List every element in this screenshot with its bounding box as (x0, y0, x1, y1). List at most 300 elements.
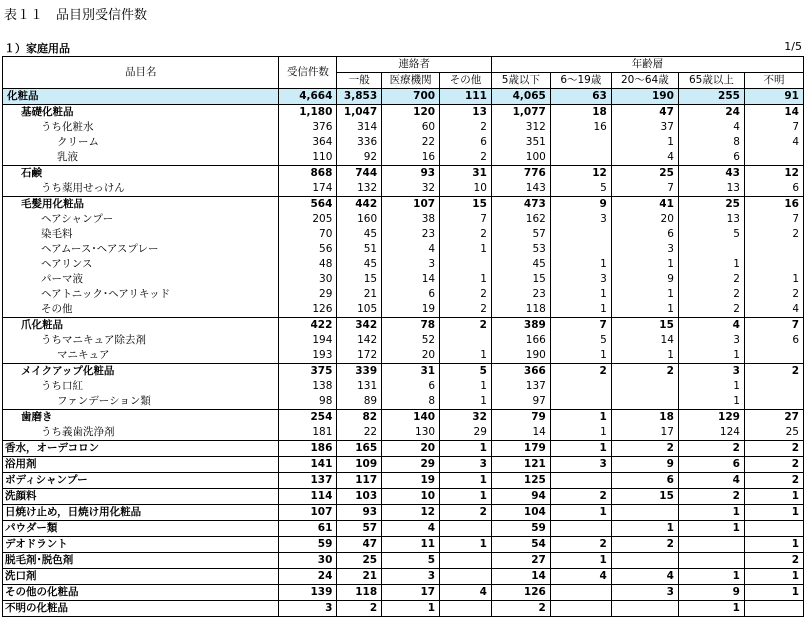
row-value-cell: 130 (382, 425, 440, 441)
row-value-cell: 389 (491, 318, 550, 334)
section-subtitle: １）家庭用品 (4, 42, 70, 55)
row-value-cell: 9 (611, 272, 678, 287)
table-row (3, 120, 804, 135)
row-item-name: ヘアリンス (3, 257, 279, 272)
row-value-cell: 118 (337, 585, 382, 601)
header-contact-general: 一般 (337, 73, 382, 89)
row-value-cell (550, 135, 611, 150)
row-value-cell: 205 (279, 212, 337, 227)
row-value-cell: 52 (382, 333, 440, 348)
row-item-name: 毛髪用化粧品 (3, 197, 279, 213)
row-value-cell: 4 (440, 585, 492, 601)
row-value-cell: 27 (744, 410, 803, 426)
row-value-cell: 93 (382, 166, 440, 182)
row-value-cell: 140 (382, 410, 440, 426)
row-value-cell: 29 (440, 425, 492, 441)
row-value-cell (550, 473, 611, 489)
row-value-cell (550, 601, 611, 617)
row-value-cell: 19 (382, 473, 440, 489)
row-value-cell: 4,065 (491, 89, 550, 105)
row-value-cell: 1 (678, 569, 744, 585)
table-row (3, 348, 804, 364)
row-value-cell (744, 150, 803, 166)
row-value-cell: 868 (279, 166, 337, 182)
row-value-cell: 3 (550, 272, 611, 287)
row-value-cell: 91 (744, 89, 803, 105)
row-item-name: パーマ液 (3, 272, 279, 287)
row-value-cell: 2 (440, 150, 492, 166)
row-value-cell: 166 (491, 333, 550, 348)
table-row (3, 197, 804, 213)
row-value-cell: 51 (337, 242, 382, 257)
row-value-cell: 3,853 (337, 89, 382, 105)
row-value-cell: 6 (678, 457, 744, 473)
row-value-cell: 254 (279, 410, 337, 426)
row-value-cell: 17 (382, 585, 440, 601)
row-value-cell: 45 (337, 257, 382, 272)
row-item-name: 化粧品 (3, 89, 279, 105)
header-item: 品目名 (3, 57, 279, 89)
row-value-cell: 9 (550, 197, 611, 213)
row-value-cell: 3 (279, 601, 337, 617)
header-age-65plus: 65歳以上 (678, 73, 744, 89)
row-value-cell: 14 (611, 333, 678, 348)
header-age-6-19: 6～19歳 (550, 73, 611, 89)
row-value-cell: 1 (550, 553, 611, 569)
table-row (3, 181, 804, 197)
row-value-cell: 141 (279, 457, 337, 473)
row-item-name: メイクアップ化粧品 (3, 364, 279, 380)
row-value-cell: 14 (382, 272, 440, 287)
row-value-cell: 5 (678, 227, 744, 242)
row-value-cell: 47 (337, 537, 382, 553)
row-value-cell: 1 (550, 287, 611, 302)
row-value-cell: 179 (491, 441, 550, 457)
header-total: 受信件数 (279, 57, 337, 89)
row-value-cell: 442 (337, 197, 382, 213)
row-value-cell (744, 257, 803, 272)
row-value-cell: 194 (279, 333, 337, 348)
row-item-name: 基礎化粧品 (3, 105, 279, 121)
row-value-cell: 1 (382, 601, 440, 617)
row-value-cell: 45 (337, 227, 382, 242)
row-value-cell: 15 (611, 318, 678, 334)
table-row (3, 272, 804, 287)
row-value-cell: 126 (491, 585, 550, 601)
row-value-cell: 1 (440, 348, 492, 364)
row-value-cell: 98 (279, 394, 337, 410)
row-value-cell: 9 (611, 457, 678, 473)
table-row (3, 242, 804, 257)
row-value-cell: 1 (744, 585, 803, 601)
row-value-cell (550, 521, 611, 537)
row-value-cell: 111 (440, 89, 492, 105)
table-row (3, 457, 804, 473)
table-row (3, 166, 804, 182)
header-age-20-64: 20～64歳 (611, 73, 678, 89)
row-value-cell: 1 (678, 601, 744, 617)
row-value-cell: 193 (279, 348, 337, 364)
row-value-cell: 15 (440, 197, 492, 213)
row-value-cell: 125 (491, 473, 550, 489)
row-value-cell: 79 (491, 410, 550, 426)
row-value-cell: 27 (491, 553, 550, 569)
row-value-cell: 6 (678, 150, 744, 166)
row-value-cell: 1,180 (279, 105, 337, 121)
row-value-cell: 2 (744, 227, 803, 242)
row-value-cell: 1 (550, 302, 611, 318)
row-value-cell: 160 (337, 212, 382, 227)
row-value-cell: 15 (337, 272, 382, 287)
row-value-cell: 2 (440, 302, 492, 318)
row-value-cell (678, 553, 744, 569)
table-row (3, 364, 804, 380)
row-value-cell: 5 (440, 364, 492, 380)
row-value-cell: 29 (279, 287, 337, 302)
row-value-cell: 2 (550, 537, 611, 553)
row-value-cell: 14 (491, 425, 550, 441)
row-value-cell: 1 (440, 489, 492, 505)
row-value-cell (440, 553, 492, 569)
table-row (3, 537, 804, 553)
row-value-cell: 118 (491, 302, 550, 318)
row-value-cell: 2 (440, 505, 492, 521)
row-value-cell: 47 (611, 105, 678, 121)
row-value-cell: 1 (550, 441, 611, 457)
row-value-cell: 1 (678, 521, 744, 537)
row-value-cell: 3 (550, 457, 611, 473)
table-row (3, 505, 804, 521)
row-value-cell: 137 (279, 473, 337, 489)
row-value-cell: 7 (744, 212, 803, 227)
row-item-name: 石鹸 (3, 166, 279, 182)
row-value-cell (440, 569, 492, 585)
row-value-cell: 5 (382, 553, 440, 569)
row-value-cell: 16 (744, 197, 803, 213)
row-value-cell: 1 (550, 257, 611, 272)
row-value-cell: 24 (279, 569, 337, 585)
table-row (3, 553, 804, 569)
row-value-cell: 1 (678, 348, 744, 364)
row-value-cell: 132 (337, 181, 382, 197)
row-value-cell: 4 (611, 569, 678, 585)
row-item-name: デオドラント (3, 537, 279, 553)
row-value-cell: 1 (678, 505, 744, 521)
row-value-cell: 2 (678, 302, 744, 318)
row-value-cell: 22 (382, 135, 440, 150)
row-value-cell: 190 (491, 348, 550, 364)
row-value-cell: 124 (678, 425, 744, 441)
row-value-cell: 56 (279, 242, 337, 257)
row-value-cell: 174 (279, 181, 337, 197)
row-value-cell: 1 (440, 394, 492, 410)
row-value-cell: 364 (279, 135, 337, 150)
row-value-cell: 776 (491, 166, 550, 182)
row-item-name: 不明の化粧品 (3, 601, 279, 617)
row-value-cell: 14 (491, 569, 550, 585)
row-item-name: 香水，オーデコロン (3, 441, 279, 457)
row-value-cell: 255 (678, 89, 744, 105)
row-value-cell: 564 (279, 197, 337, 213)
row-value-cell: 3 (382, 257, 440, 272)
row-value-cell (550, 227, 611, 242)
row-value-cell: 20 (382, 348, 440, 364)
row-value-cell: 2 (337, 601, 382, 617)
row-value-cell: 107 (279, 505, 337, 521)
row-value-cell: 339 (337, 364, 382, 380)
row-value-cell (611, 553, 678, 569)
row-value-cell (611, 379, 678, 394)
row-value-cell: 1 (440, 379, 492, 394)
row-value-cell: 5 (550, 333, 611, 348)
row-value-cell: 14 (744, 105, 803, 121)
row-value-cell: 1 (678, 257, 744, 272)
row-value-cell: 162 (491, 212, 550, 227)
row-value-cell: 29 (382, 457, 440, 473)
row-item-name: その他の化粧品 (3, 585, 279, 601)
row-value-cell: 103 (337, 489, 382, 505)
row-item-name: うち薬用せっけん (3, 181, 279, 197)
row-value-cell: 1,047 (337, 105, 382, 121)
row-value-cell: 20 (611, 212, 678, 227)
row-value-cell: 1 (611, 287, 678, 302)
row-value-cell (440, 333, 492, 348)
row-value-cell: 4 (382, 242, 440, 257)
row-value-cell (440, 521, 492, 537)
row-value-cell: 6 (440, 135, 492, 150)
row-value-cell: 2 (440, 318, 492, 334)
row-value-cell: 1 (440, 537, 492, 553)
row-value-cell: 17 (611, 425, 678, 441)
row-value-cell: 37 (611, 120, 678, 135)
row-value-cell: 8 (678, 135, 744, 150)
row-item-name: マニキュア (3, 348, 279, 364)
row-value-cell: 1 (611, 521, 678, 537)
row-value-cell: 30 (279, 272, 337, 287)
row-value-cell: 1 (611, 302, 678, 318)
row-value-cell: 744 (337, 166, 382, 182)
header-contact-group: 連絡者 (337, 57, 491, 73)
row-value-cell: 11 (382, 537, 440, 553)
row-value-cell: 54 (491, 537, 550, 553)
row-value-cell (678, 537, 744, 553)
row-value-cell: 110 (279, 150, 337, 166)
row-value-cell: 7 (440, 212, 492, 227)
row-value-cell (744, 242, 803, 257)
row-value-cell: 3 (611, 585, 678, 601)
row-value-cell: 4 (678, 473, 744, 489)
table-row (3, 287, 804, 302)
row-value-cell: 4 (550, 569, 611, 585)
header-contact-medical: 医療機関 (382, 73, 440, 89)
row-item-name: ファンデーション類 (3, 394, 279, 410)
row-item-name: 洗口剤 (3, 569, 279, 585)
row-value-cell: 139 (279, 585, 337, 601)
row-value-cell (744, 348, 803, 364)
row-value-cell: 2 (744, 553, 803, 569)
row-value-cell: 165 (337, 441, 382, 457)
row-value-cell: 1 (678, 394, 744, 410)
row-value-cell (550, 150, 611, 166)
table-row (3, 585, 804, 601)
row-value-cell: 2 (550, 489, 611, 505)
row-value-cell: 4,664 (279, 89, 337, 105)
row-value-cell: 2 (611, 441, 678, 457)
table-row (3, 441, 804, 457)
row-value-cell: 31 (440, 166, 492, 182)
row-value-cell: 38 (382, 212, 440, 227)
page-title: 表１１ 品目別受信件数 (4, 8, 148, 23)
row-item-name: 歯磨き (3, 410, 279, 426)
row-value-cell: 57 (337, 521, 382, 537)
row-value-cell: 7 (611, 181, 678, 197)
row-value-cell (678, 242, 744, 257)
row-value-cell: 32 (382, 181, 440, 197)
row-value-cell: 3 (550, 212, 611, 227)
row-value-cell: 366 (491, 364, 550, 380)
row-value-cell: 2 (611, 364, 678, 380)
row-value-cell: 100 (491, 150, 550, 166)
row-value-cell: 2 (678, 272, 744, 287)
row-value-cell: 6 (382, 287, 440, 302)
row-value-cell: 97 (491, 394, 550, 410)
row-value-cell: 48 (279, 257, 337, 272)
row-value-cell: 1 (611, 135, 678, 150)
row-value-cell: 138 (279, 379, 337, 394)
row-value-cell: 351 (491, 135, 550, 150)
row-value-cell: 10 (440, 181, 492, 197)
row-value-cell: 129 (678, 410, 744, 426)
row-value-cell: 2 (440, 227, 492, 242)
row-value-cell: 137 (491, 379, 550, 394)
row-value-cell: 21 (337, 287, 382, 302)
row-value-cell: 45 (491, 257, 550, 272)
table-row (3, 257, 804, 272)
row-value-cell: 3 (678, 364, 744, 380)
row-value-cell: 172 (337, 348, 382, 364)
row-value-cell: 2 (744, 473, 803, 489)
row-value-cell: 3 (440, 457, 492, 473)
row-value-cell: 314 (337, 120, 382, 135)
row-value-cell: 18 (550, 105, 611, 121)
row-value-cell: 473 (491, 197, 550, 213)
row-value-cell: 126 (279, 302, 337, 318)
row-value-cell: 114 (279, 489, 337, 505)
row-value-cell: 1 (678, 379, 744, 394)
row-value-cell: 375 (279, 364, 337, 380)
row-value-cell (550, 242, 611, 257)
row-value-cell: 1 (550, 410, 611, 426)
row-value-cell: 31 (382, 364, 440, 380)
row-value-cell: 25 (678, 197, 744, 213)
page-number: 1/5 (784, 40, 802, 53)
row-value-cell: 2 (440, 120, 492, 135)
table-row (3, 521, 804, 537)
row-value-cell: 376 (279, 120, 337, 135)
table-row (3, 425, 804, 441)
row-value-cell: 13 (678, 212, 744, 227)
row-value-cell: 1 (440, 242, 492, 257)
row-value-cell: 53 (491, 242, 550, 257)
row-item-name: パウダー類 (3, 521, 279, 537)
table-row (3, 379, 804, 394)
row-value-cell: 21 (337, 569, 382, 585)
row-item-name: 日焼け止め，日焼け用化粧品 (3, 505, 279, 521)
row-value-cell: 700 (382, 89, 440, 105)
row-value-cell: 4 (611, 150, 678, 166)
row-value-cell: 93 (337, 505, 382, 521)
row-value-cell: 6 (382, 379, 440, 394)
row-value-cell: 23 (491, 287, 550, 302)
table-row (3, 318, 804, 334)
table-row (3, 105, 804, 121)
row-value-cell: 6 (744, 333, 803, 348)
row-value-cell: 20 (382, 441, 440, 457)
row-value-cell: 92 (337, 150, 382, 166)
row-value-cell: 16 (382, 150, 440, 166)
table-row (3, 489, 804, 505)
table-row (3, 394, 804, 410)
row-value-cell: 16 (550, 120, 611, 135)
row-value-cell: 15 (491, 272, 550, 287)
table-row (3, 473, 804, 489)
row-value-cell: 131 (337, 379, 382, 394)
row-value-cell: 60 (382, 120, 440, 135)
row-item-name: うち口紅 (3, 379, 279, 394)
row-value-cell: 15 (611, 489, 678, 505)
header-age-group: 年齢層 (491, 57, 803, 73)
row-value-cell: 312 (491, 120, 550, 135)
row-value-cell: 104 (491, 505, 550, 521)
row-value-cell (440, 257, 492, 272)
row-value-cell: 2 (550, 364, 611, 380)
row-value-cell: 82 (337, 410, 382, 426)
row-item-name: ヘアトニック･ヘアリキッド (3, 287, 279, 302)
row-value-cell: 3 (611, 242, 678, 257)
row-value-cell: 57 (491, 227, 550, 242)
row-value-cell: 12 (744, 166, 803, 182)
header-age-unknown: 不明 (744, 73, 803, 89)
row-value-cell: 109 (337, 457, 382, 473)
row-value-cell: 5 (550, 181, 611, 197)
row-value-cell: 2 (491, 601, 550, 617)
row-value-cell: 18 (611, 410, 678, 426)
row-value-cell (744, 521, 803, 537)
row-value-cell: 2 (744, 287, 803, 302)
row-value-cell (744, 379, 803, 394)
row-value-cell: 12 (550, 166, 611, 182)
row-value-cell: 190 (611, 89, 678, 105)
data-table (2, 56, 804, 617)
row-value-cell: 4 (678, 318, 744, 334)
row-value-cell: 6 (744, 181, 803, 197)
row-value-cell: 32 (440, 410, 492, 426)
row-value-cell (550, 585, 611, 601)
row-value-cell (611, 394, 678, 410)
row-item-name: うちマニキュア除去剤 (3, 333, 279, 348)
row-value-cell: 22 (337, 425, 382, 441)
table-row (3, 135, 804, 150)
table-row (3, 302, 804, 318)
row-value-cell: 2 (678, 489, 744, 505)
row-value-cell: 2 (611, 537, 678, 553)
row-value-cell: 7 (744, 318, 803, 334)
row-value-cell: 25 (744, 425, 803, 441)
row-item-name: その他 (3, 302, 279, 318)
row-value-cell: 89 (337, 394, 382, 410)
row-value-cell: 25 (611, 166, 678, 182)
row-value-cell: 1 (611, 348, 678, 364)
